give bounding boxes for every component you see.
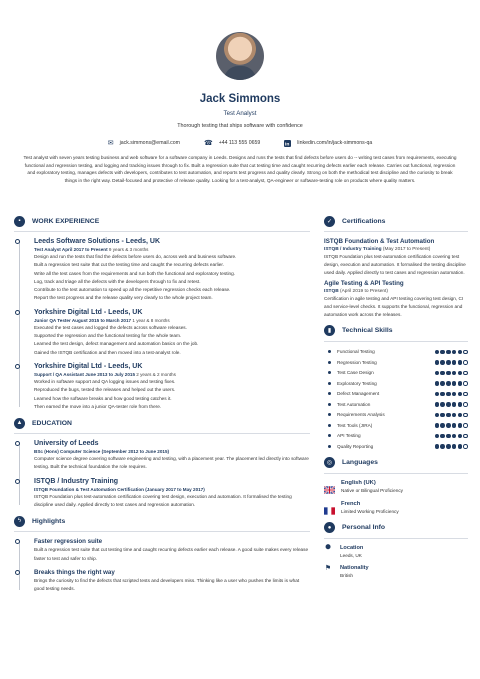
highlight-entry	[34, 537, 310, 563]
rating-dot	[463, 434, 468, 439]
degree-detail: ISTQB Foundation & Test Automation Certification (January 2017 to May 2017)	[34, 486, 205, 492]
personal-info-entry	[324, 564, 468, 579]
rating-dot	[452, 371, 457, 376]
skill-name: Test Automation	[337, 401, 371, 407]
rating-dot	[440, 413, 445, 418]
skills-section-header	[324, 324, 468, 338]
skill-row	[324, 378, 468, 389]
skill-name: Defect Management	[337, 391, 380, 397]
linkedin-text: linkedin.com/in/jack-simmons-qa	[297, 140, 373, 146]
rating-dot	[435, 423, 440, 428]
rating-dot	[440, 350, 445, 355]
lightning-icon: ϟ	[14, 516, 25, 527]
education-entry	[34, 439, 310, 472]
skill-row	[324, 357, 468, 368]
rating-dot	[463, 423, 468, 428]
rating-dot	[452, 392, 457, 397]
rating-dot	[446, 350, 451, 355]
job-bullet: Executed the test cases and logged the defects across software releases.	[34, 324, 187, 330]
rating-dot	[458, 423, 463, 428]
rating-dot	[440, 402, 445, 407]
personal-info-label: Location	[340, 544, 364, 551]
rating-dot	[446, 371, 451, 376]
personal-info-text	[340, 544, 363, 559]
rating-dot	[458, 444, 463, 449]
personal-info-text	[340, 564, 369, 579]
contact-email[interactable]	[108, 139, 180, 147]
bullet	[328, 371, 331, 374]
job-bullet: Log, track and triage all the defects with the developers through to fix and retest.	[34, 278, 201, 284]
rating-dot	[458, 434, 463, 439]
job-bullet: Built a regression test suite that cut the testing time and caught the recurring defects earlier.	[34, 262, 224, 268]
rating-dot	[452, 423, 457, 428]
rating-dot	[440, 392, 445, 397]
skill-name: Test Tools (JIRA)	[337, 422, 373, 428]
linkedin-icon	[284, 140, 291, 147]
certification-entry	[324, 237, 468, 277]
divider	[324, 473, 468, 474]
rating-dot	[463, 392, 468, 397]
timeline-dot	[15, 570, 20, 575]
rating-dot	[463, 402, 468, 407]
left-column	[14, 214, 310, 599]
rating-dot	[435, 371, 440, 376]
job-bullet: Supported the regression and the functional testing for the whole team.	[34, 333, 182, 339]
certification-entry	[324, 279, 468, 319]
work-timeline	[14, 237, 310, 411]
rating-dot	[458, 381, 463, 386]
badge-icon: ✓	[324, 216, 335, 227]
rating-dot	[458, 392, 463, 397]
rating-dot	[435, 350, 440, 355]
personal-info-entry	[324, 544, 468, 559]
certification-title: Agile Testing & API Testing	[324, 280, 404, 288]
divider	[14, 531, 310, 532]
personal-section-title: Personal Info	[342, 524, 386, 532]
job-bullet: Contribute to the test automation to speed up all the repetitive regression checks each release.	[34, 287, 231, 293]
bullet	[328, 392, 331, 395]
email-text: jack.simmons@email.com	[119, 140, 180, 146]
bullet	[328, 445, 331, 448]
phone-text: +44 113 555 0659	[218, 140, 261, 146]
work-entry	[34, 362, 310, 411]
skill-name: Test Case Design	[337, 370, 374, 376]
rating-dot	[463, 413, 468, 418]
skill-rating	[435, 402, 469, 407]
language-text	[341, 479, 403, 494]
language-text	[341, 500, 399, 515]
chart-icon: ▮	[324, 325, 335, 336]
language-name: English (UK)	[341, 479, 376, 486]
skill-row	[324, 420, 468, 431]
candidate-title: Test Analyst	[223, 110, 257, 117]
certification-description: Certification in agile testing and API testing covering test design, CI and service-level checks. It supports the functional, regression and automation work across the releases.	[324, 296, 464, 318]
person-icon: ●	[324, 522, 335, 533]
language-level: Limited Working Proficiency	[341, 508, 399, 514]
languages-list	[324, 479, 468, 515]
highlight-description: Brings the curiosity to find the defects that scripted tests and developers miss. Thinking like a user who pushes the limits is what good testing needs.	[34, 577, 300, 592]
skill-rating	[435, 381, 469, 386]
skills-list	[324, 347, 468, 452]
highlight-entry	[34, 568, 310, 594]
profile-photo	[216, 32, 264, 80]
job-bullet: Learned how the software breaks and how good testing catches it.	[34, 395, 172, 401]
job-bullet: Design and run the tests that find the defects before users do, across web and business software.	[34, 254, 237, 259]
education-section-title: EDUCATION	[32, 419, 72, 427]
rating-dot	[452, 444, 457, 449]
skill-rating	[435, 434, 469, 439]
certification-issuer: ISTQB / Industry Training (May 2017 to Present)	[324, 247, 431, 252]
rating-dot	[440, 371, 445, 376]
skill-rating	[435, 371, 469, 376]
rating-dot	[463, 381, 468, 386]
certifications-section-header	[324, 214, 468, 228]
skill-row	[324, 347, 468, 358]
highlight-title: Breaks things the right way	[34, 568, 115, 576]
rating-dot	[435, 360, 440, 365]
rating-dot	[440, 423, 445, 428]
school-name: ISTQB / Industry Training	[34, 477, 119, 485]
rating-dot	[446, 444, 451, 449]
certifications-list	[324, 237, 468, 320]
rating-dot	[463, 350, 468, 355]
highlight-description: Built a regression test suite that cut testing time and caught recurring defects earlier each release. A good suite makes every release faster to test and safer to ship.	[34, 547, 309, 561]
timeline-dot	[15, 239, 20, 244]
divider	[14, 433, 310, 434]
bullet	[328, 413, 331, 416]
rating-dot	[452, 350, 457, 355]
job-bullet: Write all the test cases from the requirements and run both the functional and exploratory testing.	[34, 270, 236, 276]
certification-date: (April 2019 to Present)	[340, 289, 388, 295]
company-name: Yorkshire Digital Ltd - Leeds, UK	[34, 308, 143, 316]
skill-name: API Testing	[337, 433, 361, 439]
highlights-timeline	[14, 537, 310, 593]
rating-dot	[435, 381, 440, 386]
language-entry	[324, 479, 468, 494]
skill-name: Exploratory Testing	[337, 380, 377, 386]
education-description: Computer science degree covering software engineering and testing, with a placement year. The placement led directly into software testing. Built the technical foundation the role requires.	[34, 456, 309, 470]
personal-info-label: Nationality	[340, 564, 369, 571]
skill-rating	[435, 360, 469, 365]
right-column	[324, 214, 468, 584]
certifications-section-title: Certifications	[342, 217, 386, 225]
company-name: Leeds Software Solutions - Leeds, UK	[34, 238, 161, 245]
rating-dot	[452, 434, 457, 439]
job-bullet: Then earned the move into a junior QA-tester role from there.	[34, 403, 162, 409]
skill-row	[324, 368, 468, 379]
rating-dot	[435, 434, 440, 439]
skill-rating	[435, 413, 469, 418]
tagline: Thorough testing that ships software with confidence	[177, 123, 303, 129]
rating-dot	[435, 392, 440, 397]
job-bullet: Gained the ISTQB certification and then moved into a test-analyst role.	[34, 349, 181, 355]
highlight-title: Faster regression suite	[34, 538, 103, 546]
skill-row	[324, 399, 468, 410]
bullet	[328, 403, 331, 406]
timeline-dot	[15, 441, 20, 446]
languages-section-title: Languages	[342, 459, 378, 467]
globe-icon: ◎	[324, 457, 335, 468]
work-entry	[34, 237, 310, 303]
contact-linkedin[interactable]	[284, 139, 372, 147]
skill-row	[324, 410, 468, 421]
rating-dot	[452, 360, 457, 365]
rating-dot	[446, 360, 451, 365]
fr-flag-icon	[324, 502, 335, 510]
rating-dot	[452, 402, 457, 407]
education-description: ISTQB Foundation plus test-automation certification covering test design, execution and automation. It formalised the testing discipline used daily. Applied directly to test cases and regression automation.	[34, 493, 292, 508]
rating-dot	[446, 423, 451, 428]
email-icon: ✉	[107, 140, 114, 147]
timeline-dot	[15, 539, 20, 544]
work-entry	[34, 308, 310, 357]
skill-rating	[435, 392, 469, 397]
company-name: Yorkshire Digital Ltd - Leeds, UK	[34, 362, 143, 370]
highlights-section-header	[14, 514, 310, 528]
svg-text:in: in	[285, 142, 290, 147]
rating-dot	[463, 360, 468, 365]
skill-name: Requirements Analysis	[337, 412, 385, 418]
job-bullet: Worked in software support and QA logging issues and testing fixes.	[34, 378, 176, 384]
map-pin-icon: ⬤	[325, 543, 331, 550]
job-duration: 9 years & 3 months	[108, 247, 149, 252]
certification-issuer: ISTQB (April 2019 to Present)	[324, 289, 388, 295]
personal-info-value: British	[340, 572, 354, 578]
highlights-section-title: Highlights	[32, 517, 66, 525]
divider	[324, 341, 468, 342]
degree-detail: BSc (Hons) Computer Science (September 2012 to June 2015)	[34, 449, 170, 455]
rating-dot	[446, 392, 451, 397]
job-role: Test Analyst April 2017 to Present 9 years & 3 months	[34, 247, 149, 252]
candidate-name: Jack Simmons	[199, 93, 281, 105]
bullet	[328, 361, 331, 364]
rating-dot	[435, 444, 440, 449]
work-section-title: WORK EXPERIENCE	[32, 217, 100, 225]
certification-description: ISTQB Foundation plus test-automation certification covering test design, execution and automation. It formalised the testing discipline used daily. Applied directly to test cases and regression automation.	[324, 254, 466, 276]
rating-dot	[458, 371, 463, 376]
bullet	[328, 382, 331, 385]
job-role: Junior QA Tester August 2015 to March 2017 1 year & 8 months	[34, 317, 170, 323]
rating-dot	[463, 444, 468, 449]
rating-dot	[440, 360, 445, 365]
skill-row	[324, 431, 468, 442]
rating-dot	[435, 413, 440, 418]
summary: Test analyst with seven years testing business and web software for a software company in Leeds. Designs and runs the tests that find defects before users do -- writing test cases from requirements, executing functional and regression testing, and logging and tracking issues through to fix. Built a regression suite that cut testing time and caught recurring defects earlier each release. Carries out functional, regression and exploratory testing, manages defects with developers, contributes to test automation, and reports test progress and quality clearly. Strong on both the methodical test discipline and the curiosity to break things in the right way. Detail-focused and protective of release quality. Looking for a test-analyst, QA-engineer or software-testing role on products where quality matters.	[23, 155, 457, 183]
rating-dot	[446, 402, 451, 407]
personal-section-header	[324, 521, 468, 535]
language-entry	[324, 500, 468, 515]
personal-info-value: Leeds, UK	[340, 552, 362, 558]
bullet	[328, 424, 331, 427]
rating-dot	[458, 350, 463, 355]
job-bullet: Report the test progress and the release quality very clearly to the whole project team.	[34, 295, 213, 301]
rating-dot	[463, 371, 468, 376]
skill-rating	[435, 423, 469, 428]
rating-dot	[446, 413, 451, 418]
bullet	[328, 350, 331, 353]
skill-name: Functional Testing	[337, 349, 375, 355]
rating-dot	[440, 434, 445, 439]
job-duration: 1 year & 8 months	[132, 317, 170, 323]
job-bullet: Learned the test design, defect management and automation basics on the job.	[34, 341, 199, 347]
language-name: French	[341, 500, 361, 507]
certification-title: ISTQB Foundation & Test Automation	[324, 238, 435, 245]
divider	[324, 231, 468, 232]
rating-dot	[452, 413, 457, 418]
skill-rating	[435, 350, 469, 355]
phone-icon: ☎	[203, 140, 213, 147]
education-entry	[34, 477, 310, 510]
languages-section-header	[324, 456, 468, 470]
skills-section-title: Technical Skills	[342, 327, 393, 335]
uk-flag-icon	[324, 481, 335, 489]
job-bullet: Reproduced the bugs, tested the releases and helped out the users.	[34, 387, 176, 393]
job-duration: 2 years & 2 months	[136, 371, 176, 377]
work-section-header	[14, 214, 310, 228]
skill-row	[324, 441, 468, 452]
rating-dot	[446, 381, 451, 386]
rating-dot	[440, 381, 445, 386]
personal-info-list	[324, 544, 468, 579]
briefcase-icon: ▪	[14, 216, 25, 227]
bullet	[328, 434, 331, 437]
skill-row	[324, 389, 468, 400]
timeline-dot	[15, 364, 20, 369]
flag-icon: ⚑	[324, 564, 332, 572]
graduation-cap-icon: ▲	[14, 418, 25, 429]
rating-dot	[446, 434, 451, 439]
rating-dot	[458, 360, 463, 365]
certification-date: (May 2017 to Present)	[382, 247, 431, 252]
contact-phone[interactable]	[204, 139, 260, 147]
rating-dot	[458, 413, 463, 418]
skill-name: Quality Reporting	[337, 443, 374, 449]
divider	[14, 231, 310, 232]
skill-rating	[435, 444, 469, 449]
language-level: Native or Bilingual Proficiency	[341, 487, 404, 493]
rating-dot	[458, 402, 463, 407]
divider	[324, 538, 468, 539]
job-role: Support / QA Assistant June 2013 to July 2015 2 years & 2 months	[34, 371, 176, 377]
timeline-dot	[15, 310, 20, 315]
education-timeline	[14, 439, 310, 509]
school-name: University of Leeds	[34, 440, 99, 448]
timeline-dot	[15, 479, 20, 484]
rating-dot	[435, 402, 440, 407]
rating-dot	[440, 444, 445, 449]
rating-dot	[452, 381, 457, 386]
contact-bar	[0, 139, 480, 147]
education-section-header	[14, 416, 310, 430]
skill-name: Regression Testing	[337, 359, 377, 365]
